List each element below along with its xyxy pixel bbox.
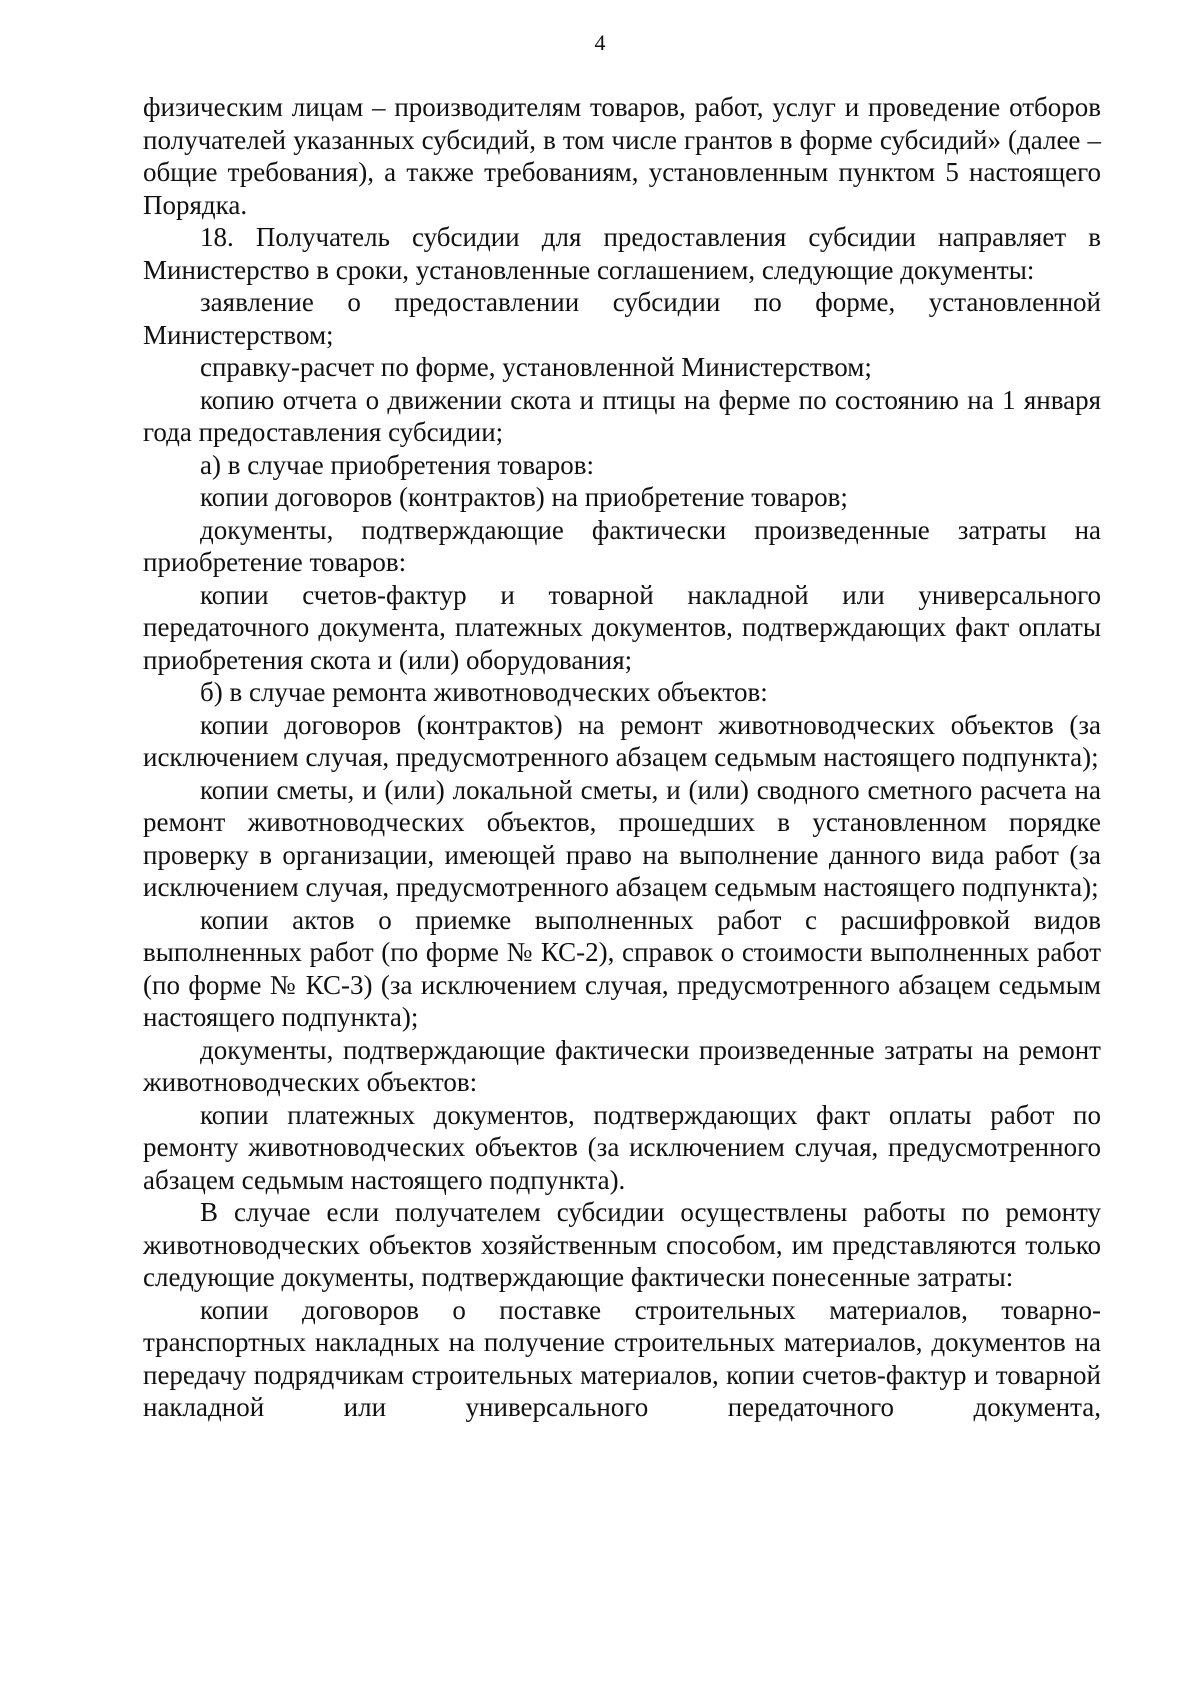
paragraph: 18. Получатель субсидии для предоставления субсидии направляет в Министерство в сроки, установленные соглашением, следующие документы:	[143, 222, 1101, 285]
paragraph: копии договоров о поставке строительных материалов, товарно-транспортных накладных на получение строительных материалов, документов на передачу подрядчикам строительных материалов, копии счетов-фактур и товарной накладной или универсального передаточного документа,	[143, 1294, 1101, 1422]
document-body	[143, 91, 1101, 1424]
paragraph: б) в случае ремонта животноводческих объектов:	[200, 677, 768, 707]
paragraph: В случае если получателем субсидии осуществлены работы по ремонту животноводческих объектов хозяйственным способом, им представляются только следующие документы, подтверждающие фактически понесенные затраты:	[143, 1197, 1101, 1292]
paragraph: копии договоров (контрактов) на ремонт животноводческих объектов (за исключением случая, предусмотренного абзацем седьмым настоящего подпункта);	[143, 709, 1101, 772]
paragraph: справку-расчет по форме, установленной Министерством;	[200, 352, 872, 382]
paragraph: документы, подтверждающие фактически произведенные затраты на приобретение товаров:	[143, 514, 1101, 577]
paragraph: копии договоров (контрактов) на приобретение товаров;	[200, 482, 848, 512]
paragraph: документы, подтверждающие фактически произведенные затраты на ремонт животноводческих объектов:	[143, 1034, 1101, 1097]
paragraph: заявление о предоставлении субсидии по форме, установленной Министерством;	[143, 287, 1101, 350]
paragraph: копии сметы, и (или) локальной сметы, и (или) сводного сметного расчета на ремонт животноводческих объектов, прошедших в установленном порядке проверку в организации, имеющей право на выполнение данного вида работ (за исключением случая, предусмотренного абзацем седьмым настоящего подпункта);	[143, 774, 1101, 902]
page-number: 4	[594, 30, 606, 55]
paragraph: физическим лицам – производителям товаров, работ, услуг и проведение отборов получателей указанных субсидий, в том числе грантов в форме субсидий» (далее – общие требования), а также требованиям, установленным пунктом 5 настоящего Порядка.	[143, 92, 1101, 220]
paragraph: копии платежных документов, подтверждающих факт оплаты работ по ремонту животноводческих объектов (за исключением случая, предусмотренного абзацем седьмым настоящего подпункта).	[143, 1099, 1101, 1195]
paragraph: копию отчета о движении скота и птицы на ферме по состоянию на 1 января года предоставления субсидии;	[143, 384, 1101, 447]
paragraph: а) в случае приобретения товаров:	[200, 449, 595, 480]
paragraph: копии счетов-фактур и товарной накладной или универсального передаточного документа, платежных документов, подтверждающих факт оплаты приобретения скота и (или) оборудования;	[143, 579, 1101, 675]
paragraph: копии актов о приемке выполненных работ с расшифровкой видов выполненных работ (по форме № КС-2), справок о стоимости выполненных работ (по форме № КС-3) (за исключением случая, предусмотренного абзацем седьмым настоящего подпункта);	[143, 904, 1101, 1032]
